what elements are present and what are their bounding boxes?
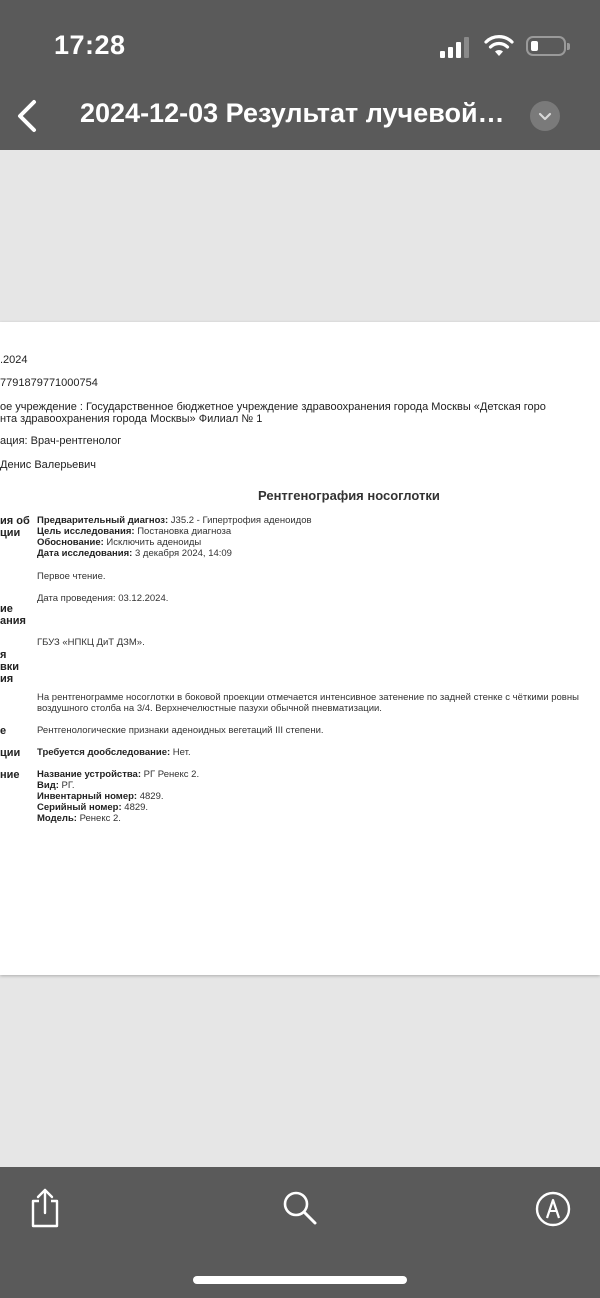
left-label: ания xyxy=(0,615,26,627)
left-label: ции xyxy=(0,747,21,759)
title-menu-button[interactable] xyxy=(530,101,560,131)
doc-meta-institution: ое учреждение : Государственное бюджетное учреждение здравоохранения города Москвы «Детская горо xyxy=(0,401,546,413)
conclusion-text: Рентгенологические признаки аденоидных вегетаций III степени. xyxy=(37,725,324,736)
left-label: ние xyxy=(0,769,20,781)
left-label: вки xyxy=(0,661,20,673)
conduct-date-text: Дата проведения: 03.12.2024. xyxy=(37,593,169,604)
study-date-field: Дата исследования: 3 декабря 2024, 14:09 xyxy=(37,548,232,559)
doc-meta-institution-cont: нта здравоохранения города Москвы» Филиал № 1 xyxy=(0,413,263,425)
share-icon[interactable] xyxy=(28,1187,62,1229)
serial-number-field: Серийный номер: 4829. xyxy=(37,802,149,813)
home-indicator[interactable] xyxy=(193,1276,407,1284)
device-type-field: Вид: РГ. xyxy=(37,780,75,791)
report-title: Рентгенография носоглотки xyxy=(258,488,440,503)
device-name-field: Название устройства: РГ Ренекс 2. xyxy=(37,769,200,780)
model-field: Модель: Ренекс 2. xyxy=(37,813,121,824)
status-icons xyxy=(440,34,570,60)
search-icon[interactable] xyxy=(281,1189,319,1227)
doc-meta-number: 7791879771000754 xyxy=(0,377,98,389)
markup-pen-icon[interactable] xyxy=(535,1191,571,1227)
doc-meta-date: .2024 xyxy=(0,354,28,366)
institution-text: ГБУЗ «НПКЦ ДиТ ДЗМ». xyxy=(37,637,145,648)
left-label: ие xyxy=(0,603,13,615)
left-label: ия об xyxy=(0,515,30,527)
back-button[interactable] xyxy=(10,96,46,136)
justification-field: Обоснование: Исключить аденоиды xyxy=(37,537,202,548)
inventory-number-field: Инвентарный номер: 4829. xyxy=(37,791,164,802)
followup-field: Требуется дообследование: Нет. xyxy=(37,747,191,758)
first-reading-text: Первое чтение. xyxy=(37,571,106,582)
document-page xyxy=(0,322,600,975)
status-time: 17:28 xyxy=(54,30,126,60)
document-title: 2024-12-03 Результат лучевой… xyxy=(80,98,505,128)
doc-meta-doctor: Денис Валерьевич xyxy=(0,459,97,471)
wifi-icon xyxy=(484,34,514,58)
left-label: ции xyxy=(0,527,21,539)
cellular-signal-icon xyxy=(440,36,472,58)
left-label: я xyxy=(0,649,7,661)
doc-meta-position: ация: Врач-рентгенолог xyxy=(0,435,122,447)
left-label: ия xyxy=(0,673,14,685)
battery-icon xyxy=(526,36,566,56)
description-text-cont: воздушного столба на 3/4. Верхнечелюстные пазухи обычной пневматизации. xyxy=(37,703,382,714)
top-bar xyxy=(0,0,600,150)
prelim-diagnosis-field: Предварительный диагноз: J35.2 - Гипертрофия аденоидов xyxy=(37,515,312,526)
chevron-down-icon xyxy=(530,101,560,131)
purpose-field: Цель исследования: Постановка диагноза xyxy=(37,526,232,537)
description-text: На рентгенограмме носоглотки в боковой проекции отмечается интенсивное затенение по задней стенке с чёткими ровны xyxy=(37,692,579,703)
left-label: е xyxy=(0,725,7,737)
